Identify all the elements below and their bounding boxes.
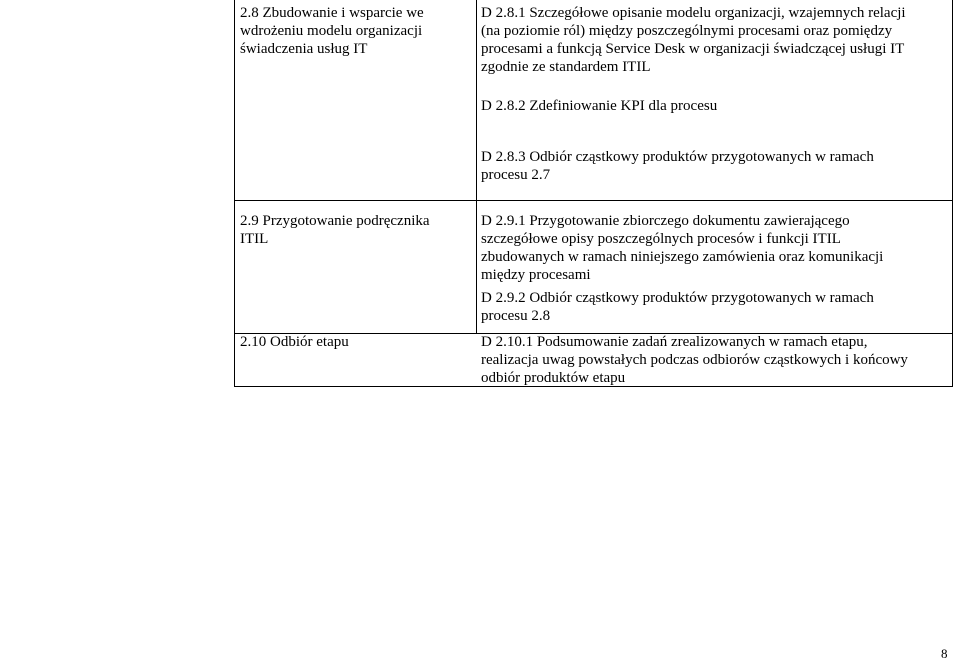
deliverable-line: zbudowanych w ramach niniejszego zamówienia oraz komunikacji <box>481 249 884 265</box>
deliverable-line: procesu 2.7 <box>481 167 551 183</box>
deliverable-line: realizacja uwag powstałych podczas odbiorów cząstkowych i końcowy <box>481 352 908 368</box>
deliverable-line: (na poziomie ról) między poszczególnymi procesami oraz pomiędzy <box>481 23 893 39</box>
deliverable-line: procesu 2.8 <box>481 308 551 324</box>
stage-label-line: 2.9 Przygotowanie podręcznika <box>240 213 430 229</box>
stage-label-line: ITIL <box>240 231 269 247</box>
deliverable-line: szczegółowe opisy poszczególnych procesów i funkcji ITIL <box>481 231 841 247</box>
stage-label-line: wdrożeniu modelu organizacji <box>240 23 423 39</box>
deliverable-line: D 2.8.1 Szczegółowe opisanie modelu organizacji, wzajemnych relacji <box>481 5 906 21</box>
schedule-table <box>234 0 953 387</box>
deliverable-line: D 2.10.1 Podsumowanie zadań zrealizowanych w ramach etapu, <box>481 334 868 350</box>
deliverable-line: D 2.8.2 Zdefiniowanie KPI dla procesu <box>481 98 718 114</box>
column-divider <box>476 0 477 333</box>
deliverable-line: zgodnie ze standardem ITIL <box>481 59 651 75</box>
deliverable-line: D 2.9.2 Odbiór cząstkowy produktów przygotowanych w ramach <box>481 290 874 306</box>
deliverable-line: odbiór produktów etapu <box>481 370 626 386</box>
page-number: 8 <box>941 646 948 661</box>
stage-label-line: 2.10 Odbiór etapu <box>240 334 349 350</box>
deliverable-line: D 2.8.3 Odbiór cząstkowy produktów przygotowanych w ramach <box>481 149 874 165</box>
stage-label-line: świadczenia usług IT <box>240 41 368 57</box>
stage-label-line: 2.8 Zbudowanie i wsparcie we <box>240 5 424 21</box>
deliverable-line: procesami a funkcją Service Desk w organizacji świadczącej usługi IT <box>481 41 905 57</box>
deliverable-line: między procesami <box>481 267 591 283</box>
row-divider <box>235 200 952 201</box>
deliverable-line: D 2.9.1 Przygotowanie zbiorczego dokumentu zawierającego <box>481 213 850 229</box>
